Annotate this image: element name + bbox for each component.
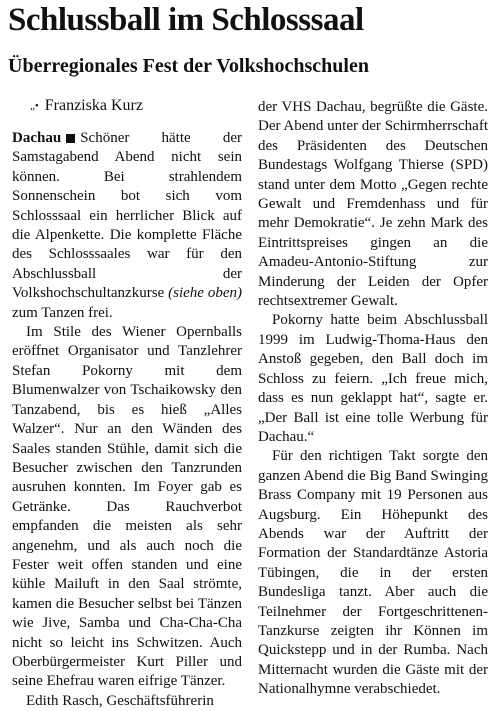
- square-bullet-icon: [66, 134, 75, 143]
- paragraph: [12, 129, 242, 323]
- paragraph: Im Stile des Wiener Opernballs eröffnet Organisator und Tanzlehrer Stefan Pokorny mit dem Blumenwalzer von Tschaikowsky den Tanzabend, bis es hieß „Alles Walzer“. Nur an den Wänden des Saales standen Stühle, damit sich die Besucher zwischen den Tanzrunden ausruhen konnten. Im Foyer gab es Getränke. Das Rauchverbot empfanden die meisten als sehr angenehm, und als auch noch die Fester weit offen standen und eine kühle Mailuft in den Saal strömte, kamen die Besucher selbst bei Tänzen wie Jive, Samba und Cha-Cha-Cha nicht so leicht ins Schwitzen. Auch Oberbürgermeister Kurt Piller und seine Ehefrau waren eifrige Tänzer.: [12, 324, 242, 690]
- paragraph: der VHS Dachau, begrüßte die Gäste. Der Abend unter der Schirmherrschaft des Präsidenten des Deutschen Bundestags Wolfgang Thierse (SPD) stand unter dem Motto „Gegen rechte Gewalt und Fremdenhass und für mehr Demokratie“. Je zehn Mark des Eintrittspreises gingen an die Amadeu-Antonio-Stiftung zur Minderung der Leiden der Opfer rechtsextremer Gewalt.: [258, 99, 488, 310]
- headline: Schlussball im Schlosssaal: [8, 2, 364, 38]
- paragraph-text: Schöner hätte der Samstagabend Abend nicht sein können. Bei strahlendem Sonnenschein bot sich vom Schlosssaal ein herrlicher Blick auf die Alpenkette. Die komplette Fläche des Schlosssaales war für den Abschlussball der Volkshochschultanzkurse: [12, 130, 242, 302]
- byline-mark: „•: [30, 100, 39, 112]
- column-left: [12, 129, 242, 711]
- byline: [30, 96, 143, 116]
- paragraph-text: zum Tanzen frei.: [12, 304, 113, 321]
- paragraph: Edith Rasch, Geschäftsführerin: [26, 692, 214, 709]
- dateline: Dachau: [12, 130, 62, 146]
- byline-author: Franziska Kurz: [44, 97, 143, 114]
- paragraph: Für den richtigen Takt sorgte den ganzen Abend die Big Band Swinging Brass Company mit 19 Personen aus Augsburg. Ein Höhepunkt des Abends war der Auftritt der Formation der Standardtänze Astoria Tübingen, die in der ersten Bundesliga tanzt. Aber auch die Teilnehmer der Fortgeschrittenen-Tanzkurse zeigten ihr Können im Quickstepp und in der Rumba. Nach Mitternacht wurden die Gäste mit der Nationalhymne verabschiedet.: [258, 448, 488, 698]
- column-right: [258, 98, 488, 700]
- paragraph: Pokorny hatte beim Abschlussball 1999 im Ludwig-Thoma-Haus den Anstoß gegeben, den Ball doch im Schloss zu feiern. „Ich freue mich, dass es nun geklappt hat“, sagte er. „Der Ball ist eine tolle Werbung für Dachau.“: [258, 312, 488, 445]
- subheadline: Überregionales Fest der Volkshochschulen: [8, 55, 369, 77]
- cross-reference: (siehe oben): [168, 285, 243, 302]
